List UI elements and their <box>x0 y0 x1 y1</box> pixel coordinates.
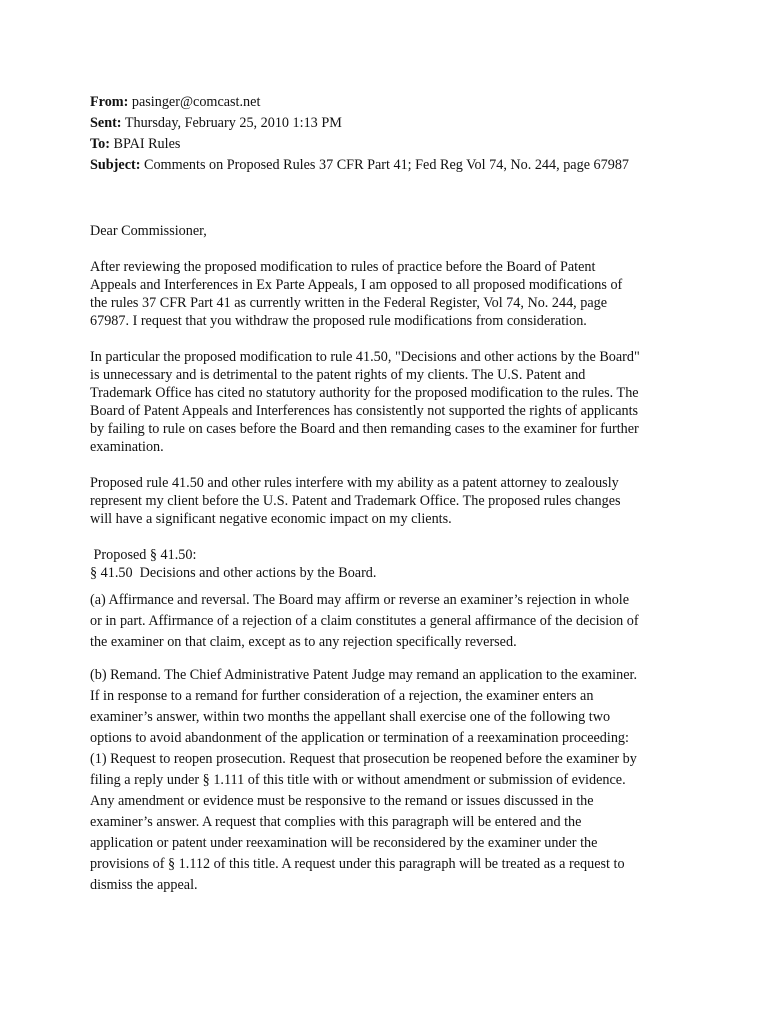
paragraph-proposed-rule-heading <box>90 546 690 582</box>
paragraph-line: (a) Affirmance and reversal. The Board may affirm or reverse an examiner’s rejection in whole <box>90 592 630 608</box>
paragraph-line: Proposed rule 41.50 and other rules interfere with my ability as a patent attorney to zealously <box>90 475 619 491</box>
paragraph-line: the rules 37 CFR Part 41 as currently written in the Federal Register, Vol 74, No. 244, page <box>90 295 608 311</box>
paragraph-line: § 41.50 Decisions and other actions by the Board. <box>90 565 377 581</box>
subject-line <box>90 155 690 176</box>
paragraph-line: If in response to a remand for further consideration of a rejection, the examiner enters an <box>90 688 594 704</box>
paragraph-line: 67987. I request that you withdraw the proposed rule modifications from consideration. <box>90 313 587 329</box>
paragraph-line: the examiner on that claim, except as to any rejection specifically reversed. <box>90 634 517 650</box>
paragraph-line: Trademark Office has cited no statutory authority for the proposed modification to the rules. The <box>90 385 639 401</box>
paragraph-line: (1) Request to reopen prosecution. Request that prosecution be reopened before the examiner by <box>90 751 637 767</box>
paragraph-line: by failing to rule on cases before the Board and then remanding cases to the examiner for further <box>90 421 639 437</box>
paragraph-line: (b) Remand. The Chief Administrative Patent Judge may remand an application to the examiner. <box>90 667 637 683</box>
paragraph-line: filing a reply under § 1.111 of this title with or without amendment or submission of evidence. <box>90 772 626 788</box>
paragraph-2 <box>90 348 690 456</box>
paragraph-3 <box>90 474 690 528</box>
to-line <box>90 134 690 155</box>
paragraph-line: Board of Patent Appeals and Interferences has consistently not supported the rights of applicants <box>90 403 639 419</box>
subject-label: Subject: <box>90 157 141 173</box>
paragraph-line: application or patent under reexamination will be reconsidered by the examiner under the <box>90 835 598 851</box>
email-header <box>90 92 690 176</box>
paragraph-line: After reviewing the proposed modification to rules of practice before the Board of Patent <box>90 259 596 275</box>
subject-value: Comments on Proposed Rules 37 CFR Part 41; Fed Reg Vol 74, No. 244, page 67987 <box>144 157 630 173</box>
paragraph-line: Appeals and Interferences in Ex Parte Appeals, I am opposed to all proposed modifications of <box>90 277 623 293</box>
paragraph-line: examiner’s answer, within two months the appellant shall exercise one of the following two <box>90 709 611 725</box>
document-page <box>90 92 690 896</box>
paragraph-line: options to avoid abandonment of the application or termination of a reexamination proceeding: <box>90 730 629 746</box>
sent-value: Thursday, February 25, 2010 1:13 PM <box>124 115 342 131</box>
paragraph-line: examination. <box>90 439 164 455</box>
paragraph-line: In particular the proposed modification to rule 41.50, "Decisions and other actions by the Board" <box>90 349 640 365</box>
paragraph-line: examiner’s answer. A request that complies with this paragraph will be entered and the <box>90 814 582 830</box>
paragraph-line: represent my client before the U.S. Patent and Trademark Office. The proposed rules changes <box>90 493 621 509</box>
from-label: From: <box>90 94 129 110</box>
paragraph-rule-b <box>90 665 690 896</box>
paragraph-line: dismiss the appeal. <box>90 877 198 893</box>
from-line <box>90 92 690 113</box>
paragraph-line: will have a significant negative economic impact on my clients. <box>90 511 452 527</box>
from-value: pasinger@comcast.net <box>131 94 261 110</box>
sent-label: Sent: <box>90 115 122 131</box>
paragraph-line: Proposed § 41.50: <box>90 547 197 563</box>
salutation: Dear Commissioner, <box>90 223 207 239</box>
to-value: BPAI Rules <box>113 136 181 152</box>
sent-line <box>90 113 690 134</box>
paragraph-rule-a <box>90 590 690 653</box>
paragraph-line: is unnecessary and is detrimental to the patent rights of my clients. The U.S. Patent and <box>90 367 586 383</box>
paragraph-1 <box>90 258 690 330</box>
paragraph-line: or in part. Affirmance of a rejection of a claim constitutes a general affirmance of the decision of <box>90 613 639 629</box>
paragraph-line: provisions of § 1.112 of this title. A request under this paragraph will be treated as a request to <box>90 856 625 872</box>
to-label: To: <box>90 136 110 152</box>
paragraph-line: Any amendment or evidence must be responsive to the remand or issues discussed in the <box>90 793 594 809</box>
